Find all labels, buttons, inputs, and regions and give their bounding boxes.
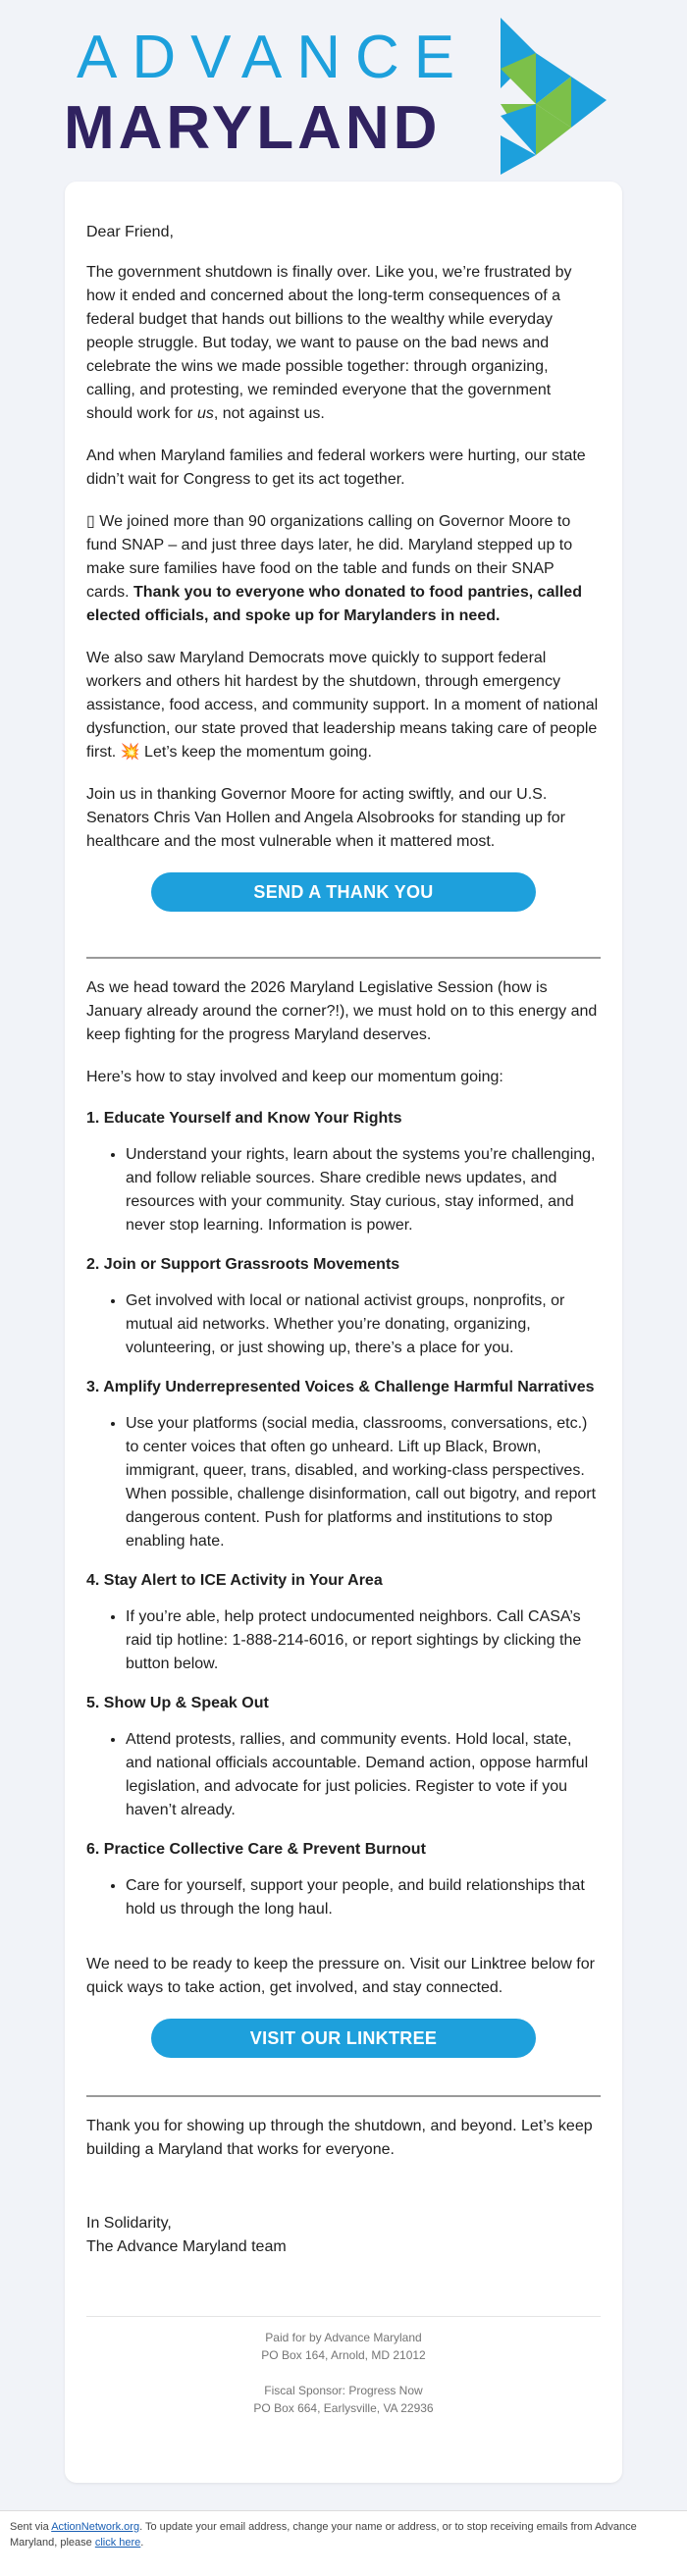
greeting: Dear Friend, (86, 224, 174, 240)
paragraph-text: The government shutdown is finally over. Like you, we’re frustrated by how it ended and concerned about the long-term consequences of a federal budget that hands out billions to the wealthy while everyday people struggle. But today, we want to pause on the bad news and celebrate the wins we made possible together: through organizing, calling, and protesting, we reminded everyone that the government should work for (86, 264, 572, 422)
step-heading-6: 6. Practice Collective Care & Prevent Burnout (86, 1841, 426, 1858)
step-heading-4: 4. Stay Alert to ICE Activity in Your Area (86, 1572, 383, 1589)
header (0, 0, 687, 177)
step-list-5 (86, 1728, 601, 1822)
footer (86, 2329, 601, 2417)
unsubscribe-text (10, 2519, 677, 2550)
step-heading-2: 2. Join or Support Grassroots Movements (86, 1256, 400, 1273)
actionnetwork-link[interactable]: ActionNetwork.org (51, 2521, 140, 2533)
step-heading-1: 1. Educate Yourself and Know Your Rights (86, 1110, 402, 1127)
signoff-team: The Advance Maryland team (86, 2238, 287, 2255)
paragraph-snap (86, 510, 601, 628)
footer-paid-address: PO Box 164, Arnold, MD 21012 (261, 2348, 426, 2362)
unsubscribe-bar (0, 2510, 687, 2576)
list-item: • Understand your rights, learn about the systems you’re challenging, and follow reliable sources. Share credible news updates, and resources with your community. Stay curious, stay informed, and never stop learning. Information is power. (126, 1143, 601, 1237)
paragraph-bold: Thank you to everyone who donated to food pantries, called elected officials, and spoke up for Marylanders in need. (86, 584, 582, 624)
step-heading-3: 3. Amplify Underrepresented Voices & Challenge Harmful Narratives (86, 1379, 595, 1395)
step-list-1 (86, 1143, 601, 1237)
bar-text: . To update your email address, change your name or address, or to stop receiving emails from Advance Maryland, please (10, 2521, 637, 2549)
paragraph-thanks: Join us in thanking Governor Moore for acting swiftly, and our U.S. Senators Chris Van Hollen and Angela Alsobrooks for standing up for healthcare and the most vulnerable when it mattered most. (86, 786, 565, 850)
paragraph-state: And when Maryland families and federal workers were hurting, our state didn’t wait for Congress to get its act together. (86, 447, 586, 488)
unsubscribe-link[interactable]: click here (94, 2537, 141, 2549)
missing-glyph-icon: ▯ (86, 513, 95, 530)
paragraph-text: , not against us. (213, 405, 325, 422)
step-list-3 (86, 1412, 601, 1553)
footer-fiscal-address: PO Box 664, Earlysville, VA 22936 (253, 2401, 434, 2415)
step-list-6 (86, 1874, 601, 1921)
paragraph-howto: Here’s how to stay involved and keep our momentum going: (86, 1069, 503, 1085)
footer-fiscal-sponsor: Fiscal Sponsor: Progress Now (264, 2384, 423, 2397)
logo-triangles-icon (501, 18, 628, 175)
visit-linktree-button[interactable]: VISIT OUR LINKTREE (151, 2019, 536, 2058)
logo-triangle (571, 77, 607, 128)
paragraph-text: We also saw Maryland Democrats move quickly to support federal workers and others hit hardest by the shutdown, through emergency assistance, food access, and community support. In a moment of national dysfunction, our state proved that leadership means taking care of people first. (86, 650, 599, 761)
list-item: • Care for yourself, support your people, and build relationships that hold us through the long haul. (126, 1874, 601, 1921)
email-card (65, 182, 622, 2483)
paragraph-text: Let’s keep the momentum going. (139, 744, 372, 761)
signoff (86, 2212, 601, 2259)
logo-text-advance: ADVANCE (77, 24, 470, 91)
send-thank-you-button[interactable]: SEND A THANK YOU (151, 872, 536, 912)
paragraph-text: We joined more than 90 organizations calling on Governor Moore to fund SNAP – and just three days later, he did. Maryland stepped up to make sure families have food on the table and funds on their SNAP cards. (86, 513, 573, 601)
list-item: • If you’re able, help protect undocumented neighbors. Call CASA’s raid tip hotline: 1-888-214-6016, or report sightings by clicking the button below. (126, 1605, 601, 1676)
list-item: • Use your platforms (social media, classrooms, conversations, etc.) to center voices that often go unheard. Lift up Black, Brown, immigrant, queer, trans, disabled, and working-class perspectives. When possible, challenge disinformation, call out bigotry, and report dangerous content. Push for platforms and institutions to stop enabling hate. (126, 1412, 601, 1553)
burst-icon: 💥 (120, 744, 140, 761)
paragraph-linktree: We need to be ready to keep the pressure on. Visit our Linktree below for quick ways to take action, get involved, and stay connected. (86, 1956, 595, 1996)
bar-text: Sent via (10, 2521, 52, 2533)
footer-paid-by: Paid for by Advance Maryland (265, 2331, 422, 2344)
logo-text-maryland: MARYLAND (64, 94, 442, 162)
email-body (86, 221, 601, 2417)
step-list-4 (86, 1605, 601, 1676)
step-list-2 (86, 1289, 601, 1360)
paragraph-shutdown (86, 261, 601, 426)
paragraph-democrats (86, 647, 601, 764)
signoff-line: In Solidarity, (86, 2215, 172, 2232)
paragraph-closing: Thank you for showing up through the shutdown, and beyond. Let’s keep building a Maryland that works for everyone. (86, 2118, 593, 2158)
step-heading-5: 5. Show Up & Speak Out (86, 1695, 269, 1711)
list-item: • Attend protests, rallies, and community events. Hold local, state, and national officials accountable. Demand action, oppose harmful legislation, and advocate for just policies. Register to vote if you haven’t already. (126, 1728, 601, 1822)
emphasis-us: us (196, 405, 214, 422)
list-item: • Get involved with local or national activist groups, nonprofits, or mutual aid networks. Whether you’re donating, organizing, volunteering, or just showing up, there’s a place for you. (126, 1289, 601, 1360)
bar-text: . (140, 2537, 144, 2549)
paragraph-session: As we head toward the 2026 Maryland Legislative Session (how is January already around the corner?!), we must hold on to this energy and keep fighting for the progress Maryland deserves. (86, 979, 598, 1043)
